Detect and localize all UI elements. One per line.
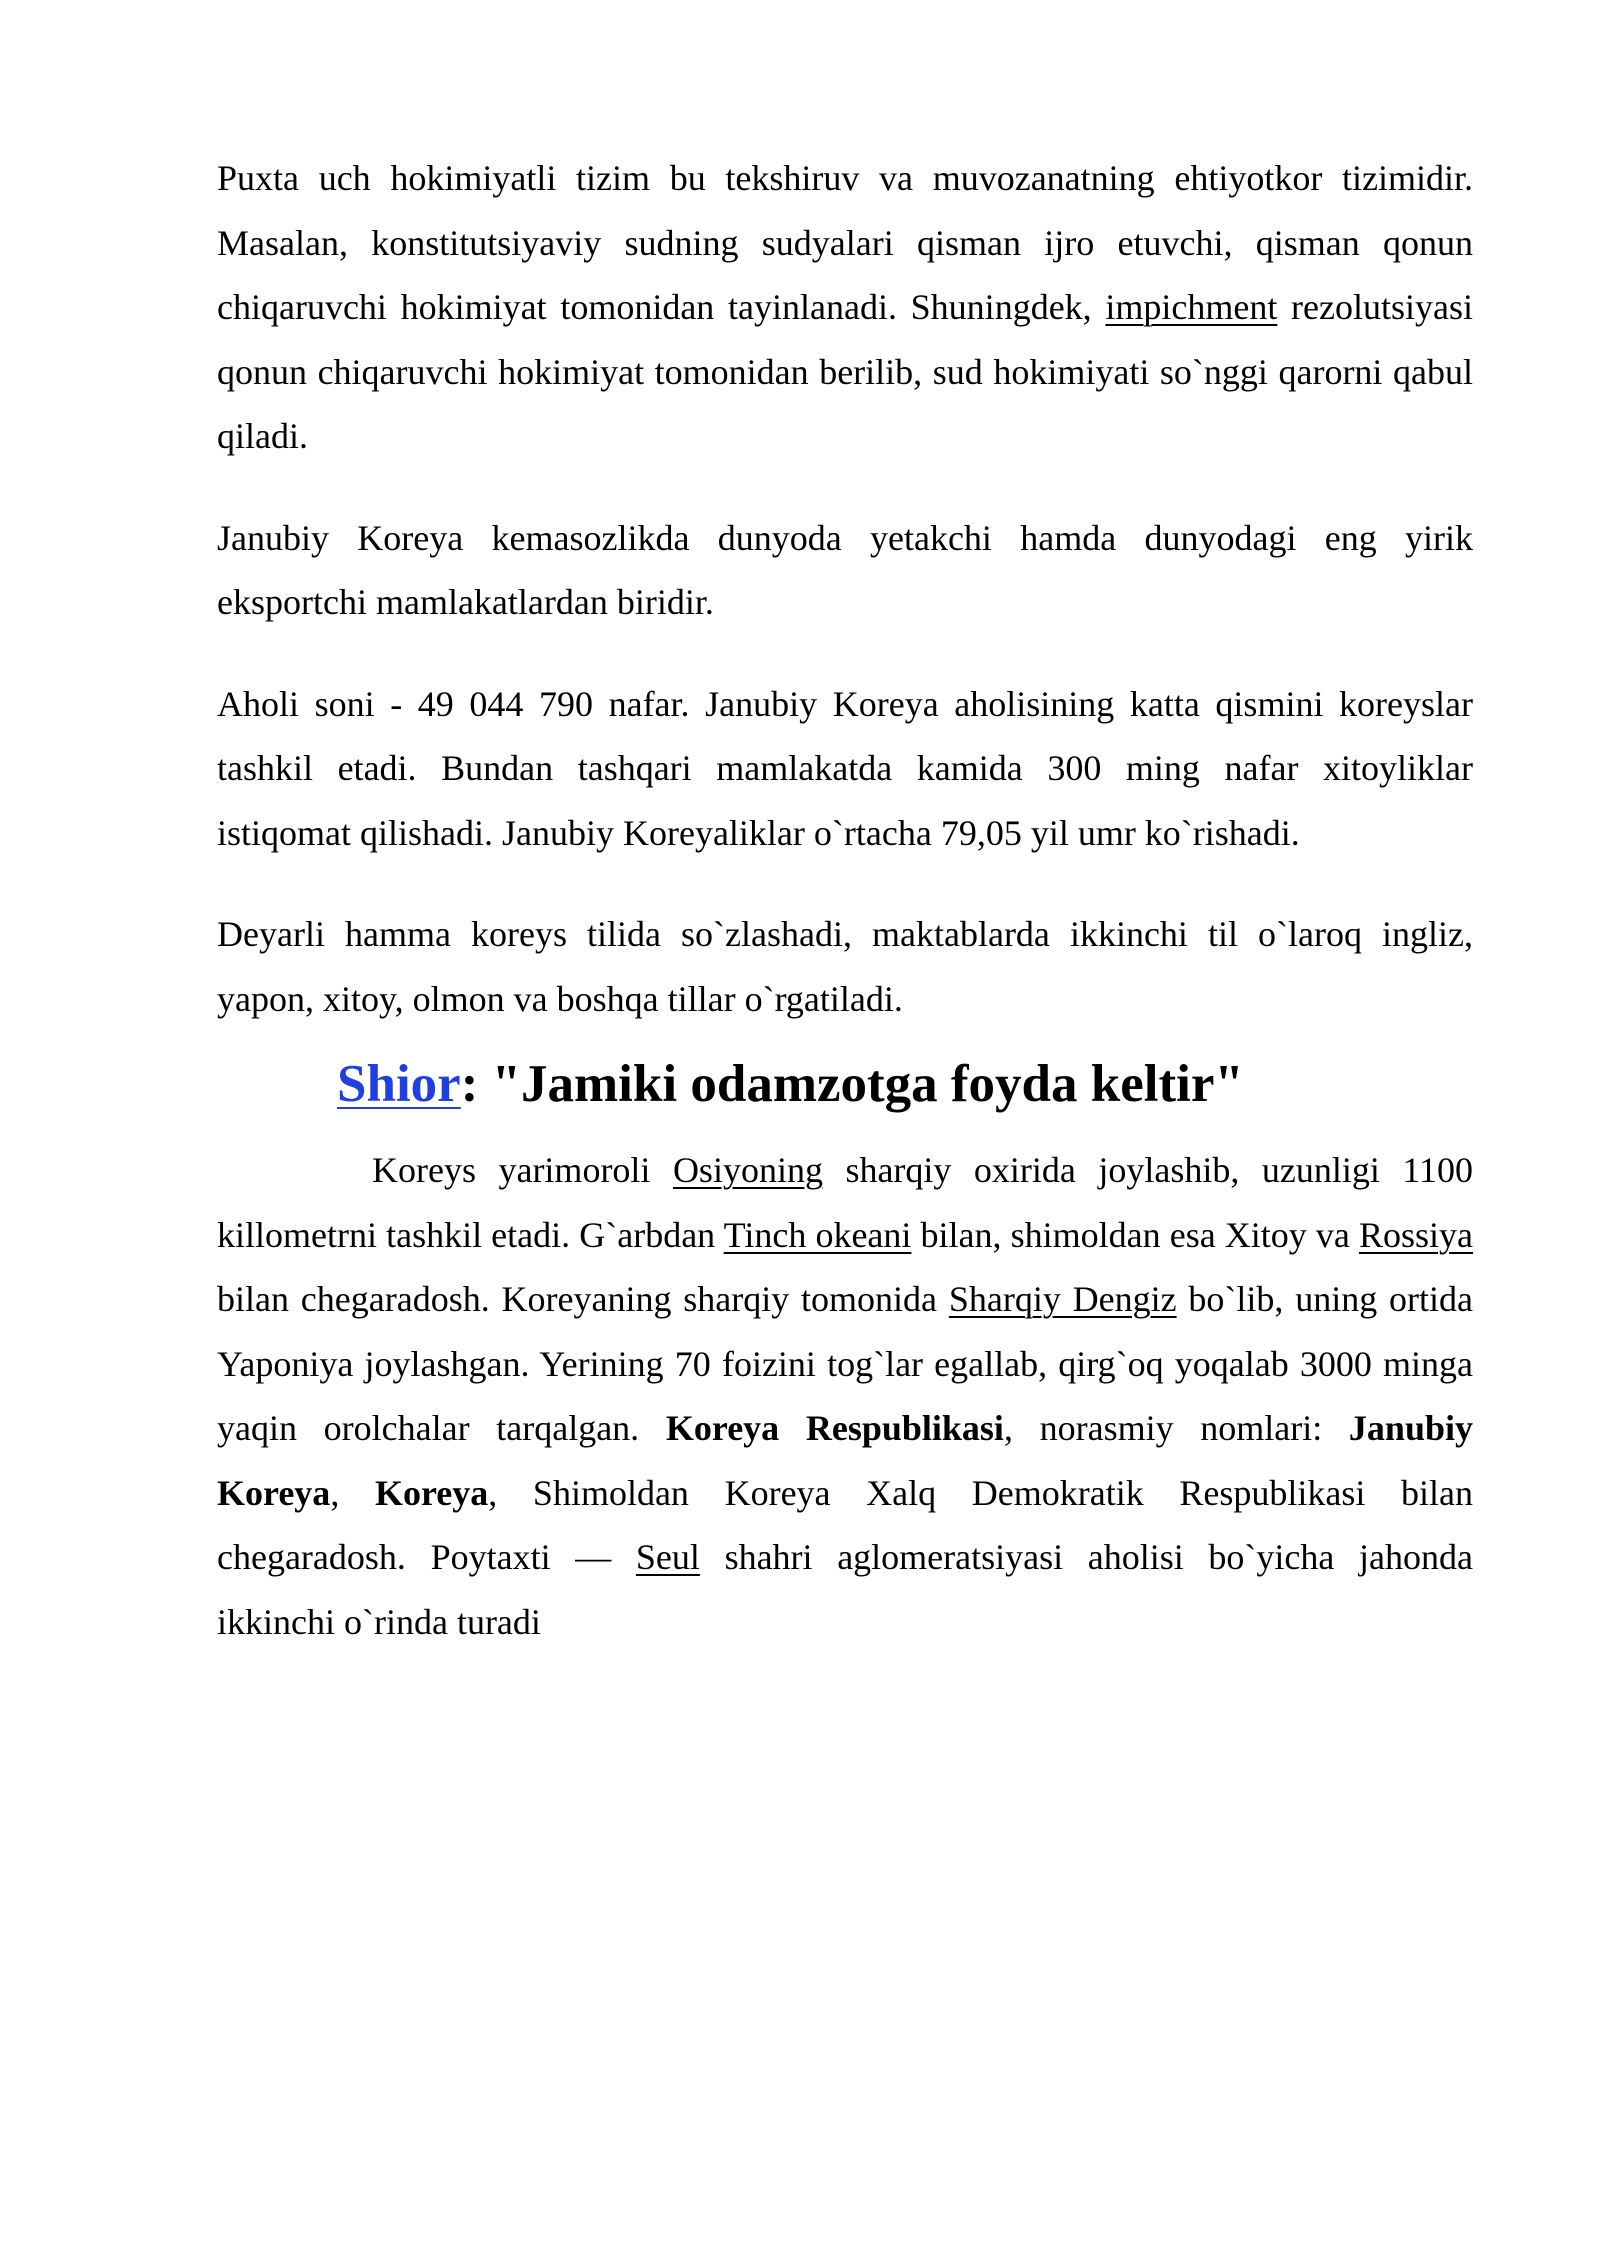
sharqiy-dengiz-link[interactable]: Sharqiy Dengiz xyxy=(948,1279,1177,1319)
paragraph-text: bo`lib, uning ortida Yaponiya joylashgan. Yerining 70 foizini tog`lar egallab, qirg`oq yoqalab 3000 minga yaqin orolchalar tarqalgan. xyxy=(217,1279,1473,1448)
osiyoning-link[interactable]: Osiyoning xyxy=(672,1150,823,1190)
paragraph-text: , Shimoldan Koreya Xalq Demokratik Respublikasi bilan chegaradosh. Poytaxti — xyxy=(217,1472,1474,1577)
paragraph-text: bilan chegaradosh. Koreyaning sharqiy tomonida xyxy=(217,1279,949,1319)
rossiya-link[interactable]: Rossiya xyxy=(1358,1214,1473,1255)
paragraph-text: sharqiy oxirida joylashib, uzunligi 1100 killometrni tashkil etadi. G`arbdan xyxy=(217,1150,1474,1255)
impichment-link[interactable]: impichment xyxy=(1105,287,1278,327)
paragraph-shipbuilding: Janubiy Koreya kemasozlikda dunyoda yetakchi hamda dunyodagi eng yirik eksportchi mamlakatlardan biridir. xyxy=(217,517,1473,622)
paragraph-languages: Deyarli hamma koreys tilida so`zlashadi, maktablarda ikkinchi til o`laroq ingliz, yapon, xitoy, olmon va boshqa tillar o`rgatiladi. xyxy=(217,914,1473,1019)
motto-heading xyxy=(337,1052,1473,1116)
paragraph-text: Puxta uch hokimiyatli tizim bu tekshiruv va muvozanatning ehtiyotkor tizimidir. Masalan, konstitutsiyaviy sudning sudyalari qisman ijro etuvchi, qisman qonun chiqaruvchi hokimiyat tomonidan tayinlanadi. Shuningdek, xyxy=(217,158,1473,327)
paragraph-checks-and-balances xyxy=(217,146,1473,469)
paragraph-text: , norasmiy nomlari: xyxy=(1003,1408,1349,1448)
paragraph-text: rezolutsiyasi qonun chiqaruvchi hokimiyat tomonidan berilib, sud hokimiyati so`nggi qarorni qabul qiladi. xyxy=(217,287,1474,456)
paragraph-geography xyxy=(217,1138,1473,1654)
paragraph-text: bilan, shimoldan esa Xitoy va xyxy=(911,1214,1359,1255)
motto-text: : "Jamiki odamzotga foyda keltir" xyxy=(460,1055,1244,1113)
koreya-respublikasi-bold: Koreya Respublikasi xyxy=(665,1408,1004,1448)
janubiy-koreya-bold: Janubiy Koreya xyxy=(217,1408,1473,1513)
seul-link[interactable]: Seul xyxy=(635,1537,700,1577)
paragraph-population: Aholi soni - 49 044 790 nafar. Janubiy Koreya aholisining katta qismini koreyslar tashkil etadi. Bundan tashqari mamlakatda kamida 300 ming nafar xitoyliklar istiqomat qilishadi. Janubiy Koreyaliklar o`rtacha 79,05 yil umr ko`rishadi. xyxy=(217,683,1473,853)
paragraph-text: shahri aglomeratsiyasi aholisi bo`yicha jahonda ikkinchi o`rinda turadi xyxy=(217,1537,1473,1642)
shior-link[interactable]: Shior xyxy=(337,1055,461,1113)
koreya-bold: Koreya xyxy=(374,1472,489,1513)
document-page xyxy=(217,146,1473,1654)
paragraph-text: , xyxy=(330,1472,375,1513)
tinch-okeani-link[interactable]: Tinch okeani xyxy=(723,1214,912,1255)
paragraph-text: Koreys yarimoroli xyxy=(372,1150,673,1190)
